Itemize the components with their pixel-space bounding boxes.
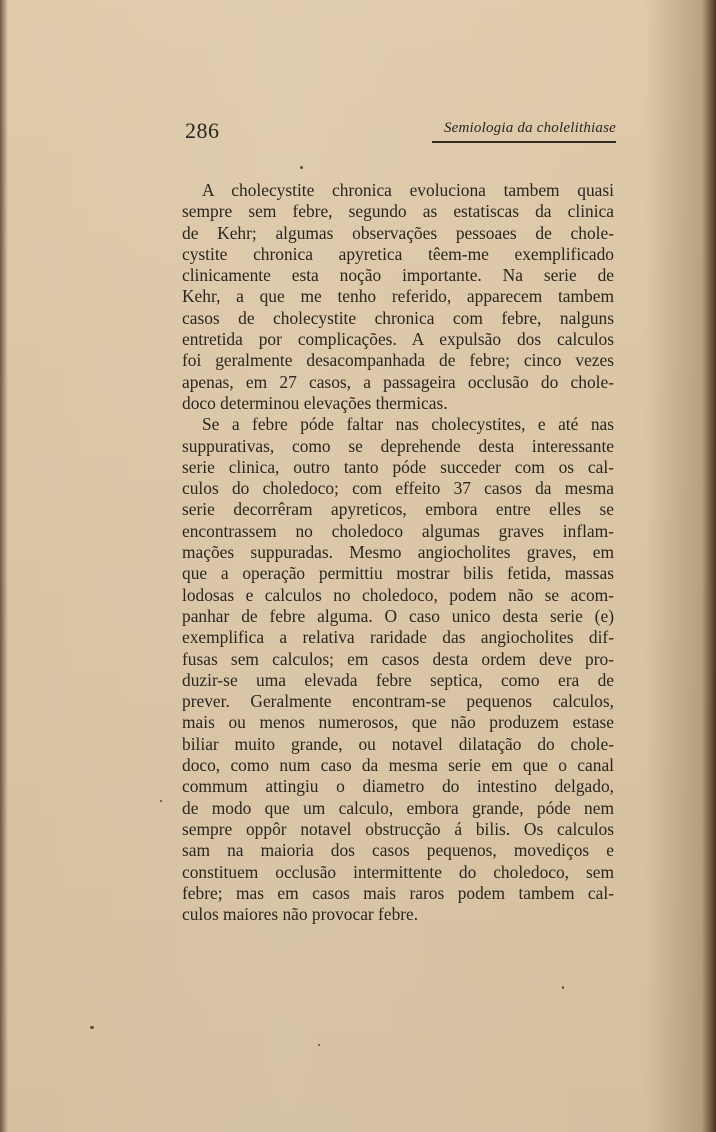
page-left-shadow bbox=[0, 0, 8, 1132]
text-line: de modo que um calculo, embora grande, póde nem bbox=[182, 797, 614, 818]
text-line: mais ou menos numerosos, que não produzem estase bbox=[182, 712, 614, 733]
text-line: exemplifica a relativa raridade das angiocholites dif- bbox=[182, 627, 614, 648]
text-line: sam na maioria dos casos pequenos, movediços e bbox=[182, 840, 614, 861]
paper-speck bbox=[562, 986, 564, 989]
text-line: prever. Geralmente encontram-se pequenos calculos, bbox=[182, 691, 614, 712]
text-line: serie clinica, outro tanto póde succeder com os cal- bbox=[182, 456, 614, 477]
text-line: duzir-se uma elevada febre septica, como era de bbox=[182, 669, 614, 690]
text-line: panhar de febre alguma. O caso unico desta serie (e) bbox=[182, 605, 614, 626]
text-line: casos de cholecystite chronica com febre, nalguns bbox=[182, 307, 614, 328]
page-header bbox=[182, 114, 616, 144]
paper-speck bbox=[90, 1026, 94, 1029]
text-line: foi geralmente desacompanhada de febre; cinco vezes bbox=[182, 350, 614, 371]
text-line: que a operação permittiu mostrar bilis fetida, massas bbox=[182, 563, 614, 584]
text-line: culos do choledoco; com effeito 37 casos da mesma bbox=[182, 478, 614, 499]
paper-speck bbox=[300, 166, 303, 169]
text-line: mações suppuradas. Mesmo angiocholites graves, em bbox=[182, 542, 614, 563]
text-line: encontrassem no choledoco algumas graves inflam- bbox=[182, 520, 614, 541]
text-line: cystite chronica apyretica têem-me exemplificado bbox=[182, 243, 614, 264]
paper-speck bbox=[160, 800, 162, 802]
text-line: sempre oppôr notavel obstrucção á bilis. Os calculos bbox=[182, 818, 614, 839]
text-line: doco, como num caso da mesma serie em que o canal bbox=[182, 755, 614, 776]
text-line: Se a febre póde faltar nas cholecystites, e até nas bbox=[202, 414, 614, 435]
text-line: entretida por complicações. A expulsão dos calculos bbox=[182, 329, 614, 350]
text-line: suppurativas, como se deprehende desta interessante bbox=[182, 435, 614, 456]
text-line: lodosas e calculos no choledoco, podem não se acom- bbox=[182, 584, 614, 605]
text-line: biliar muito grande, ou notavel dilatação do chole- bbox=[182, 733, 614, 754]
text-line: apenas, em 27 casos, a passageira occlusão do chole- bbox=[182, 371, 614, 392]
body-text bbox=[182, 180, 614, 925]
page-right-shadow bbox=[702, 0, 716, 1132]
header-rule bbox=[432, 141, 616, 143]
text-line: culos maiores não provocar febre. bbox=[182, 904, 419, 925]
text-line: constituem occlusão intermittente do choledoco, sem bbox=[182, 861, 614, 882]
text-line: serie decorrêram apyreticos, embora entre elles se bbox=[182, 499, 614, 520]
text-line: A cholecystite chronica evoluciona tambem quasi bbox=[202, 180, 614, 200]
text-line: Kehr, a que me tenho referido, apparecem tambem bbox=[182, 286, 614, 307]
page-number: 286 bbox=[185, 118, 220, 143]
text-line: sempre sem febre, segundo as estatiscas da clinica bbox=[182, 201, 614, 222]
paper-speck bbox=[318, 1044, 320, 1046]
text-line: doco determinou elevações thermicas. bbox=[182, 392, 448, 413]
text-line: fusas sem calculos; em casos desta ordem deve pro- bbox=[182, 648, 614, 669]
text-line: febre; mas em casos mais raros podem tambem cal- bbox=[182, 882, 614, 903]
running-title: Semiologia da cholelithiase bbox=[443, 120, 616, 136]
text-line: commum attingiu o diametro do intestino delgado, bbox=[182, 776, 614, 797]
text-line: clinicamente esta noção importante. Na serie de bbox=[182, 265, 614, 286]
text-line: de Kehr; algumas observações pessoaes de chole- bbox=[182, 222, 614, 243]
